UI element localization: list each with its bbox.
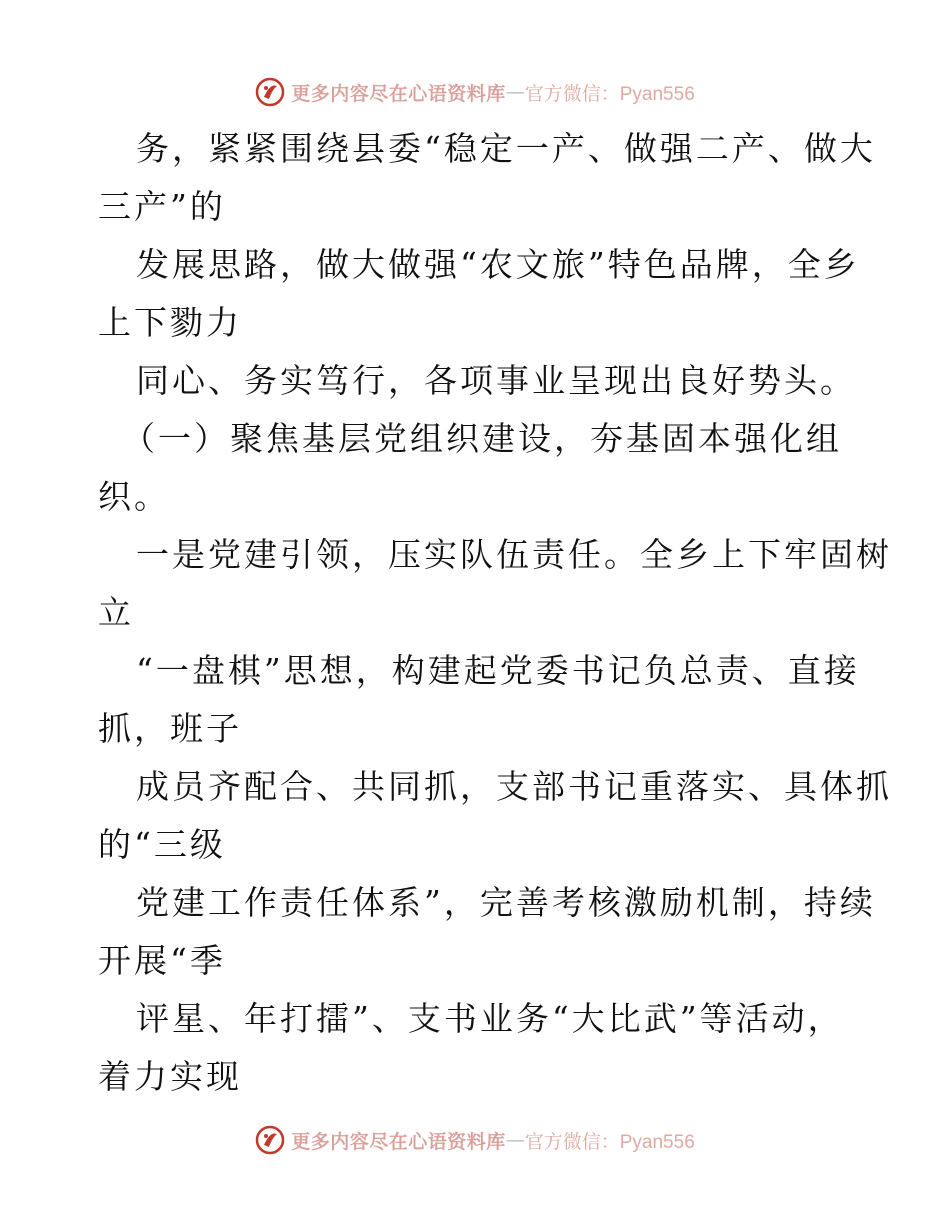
- text-line: 开展“季: [98, 941, 226, 980]
- text-line: 成员齐配合、共同抓，支部书记重落实、具体抓: [136, 767, 892, 806]
- brand-logo-icon: [255, 1125, 285, 1155]
- text-line: 的“三级: [98, 825, 226, 864]
- watermark-separator: —: [505, 1129, 525, 1151]
- text-line: 发展思路，做大做强“农文旅”特色品牌，全乡: [136, 245, 860, 284]
- watermark-main-text: 更多内容尽在心语资料库: [291, 82, 506, 105]
- watermark-main-text: 更多内容尽在心语资料库: [291, 1130, 506, 1153]
- text-line: 织。: [98, 477, 170, 516]
- text-line: 一是党建引领，压实队伍责任。全乡上下牢固树: [136, 535, 892, 574]
- text-line: 立: [98, 593, 134, 632]
- header-watermark: [0, 72, 950, 112]
- text-line: 上下勠力: [98, 303, 242, 342]
- text-line: 三产”的: [98, 187, 226, 226]
- text-line: 务，紧紧围绕县委“稳定一产、做强二产、做大: [136, 129, 876, 168]
- text-line: 同心、务实笃行，各项事业呈现出良好势头。: [136, 361, 856, 400]
- text-line: 抓，班子: [98, 709, 242, 748]
- text-line: 党建工作责任体系”，完善考核激励机制，持续: [136, 883, 876, 922]
- footer-watermark: [0, 1120, 950, 1160]
- watermark-contact: 官方微信：Pyan556: [524, 1131, 695, 1153]
- brand-logo-icon: [255, 77, 285, 107]
- section-heading: （一）聚焦基层党组织建设，夯基固本强化组: [122, 419, 842, 458]
- text-line: 评星、年打擂”、支书业务“大比武”等活动，: [136, 999, 844, 1038]
- text-line: “一盘棋”思想，构建起党委书记负总责、直接: [136, 651, 860, 690]
- watermark-separator: —: [505, 81, 525, 103]
- watermark-contact: 官方微信：Pyan556: [524, 83, 695, 105]
- text-line: 着力实现: [98, 1057, 242, 1096]
